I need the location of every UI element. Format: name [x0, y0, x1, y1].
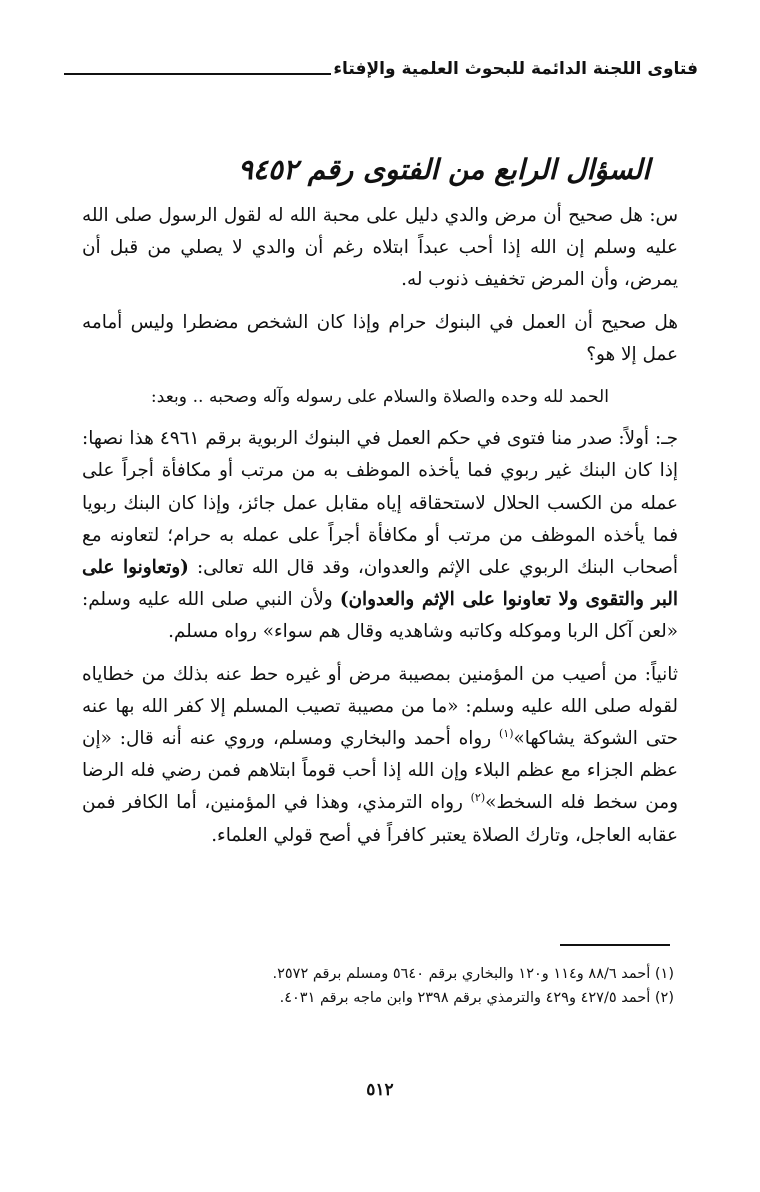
answer-second-paragraph — [82, 659, 678, 852]
answer-first-text-b: ولأن النبي صلى الله عليه وسلم: «لعن آكل الربا وموكله وكاتبه وشاهديه وقال هم سواء» رواه مسلم. — [82, 589, 678, 643]
question-heading: السؤال الرابع من الفتوى رقم ٩٤٥٢ — [237, 153, 650, 186]
footnote-marker-2[interactable]: (٢) — [470, 791, 486, 805]
footnote-marker-1[interactable]: (١) — [498, 726, 514, 740]
running-header — [64, 58, 698, 80]
answer-second-text-c: رواه الترمذي، وهذا في المؤمنين، أما الكافر فمن عقابه العاجل، وتارك الصلاة يعتبر كافراً في أصح قولي العلماء. — [82, 792, 678, 846]
quran-verse: (وتعاونوا على البر والتقوى ولا تعاونوا على الإثم والعدوان) — [82, 557, 678, 611]
header-title: فتاوى اللجنة الدائمة للبحوث العلمية والإفتاء — [333, 59, 698, 79]
answer-first-text-a: جـ: أولاً: صدر منا فتوى في حكم العمل في البنوك الربوية برقم ٤٩٦١ هذا نصها: إذا كان البنك غير ربوي فما يأخذه الموظف به من مرتب أو مكافأة أجراً على عمله من الكسب الحلال لاستحقاقه إياه مقابل عمل جائز، وإذا كان البنك ربويا فما يأخذه الموظف من مرتب أو مكافأة أجراً على عمله به حرام؛ لتعاونه مع أصحاب البنك الربوي على الإثم والعدوان، وقد قال الله تعالى: — [82, 428, 679, 579]
main-text — [82, 200, 678, 862]
footnote-1: (١) أحمد ٨٨/٦ و١١٤ و١٢٠ والبخاري برقم ٥٦٤٠ ومسلم برقم ٢٥٧٢. — [272, 966, 674, 982]
header-rule — [64, 73, 331, 75]
question-paragraph-1: س: هل صحيح أن مرض والدي دليل على محبة الله له لقول الرسول صلى الله عليه وسلم إن الله إذا أحب عبداً ابتلاه رغم أن والدي لا يصلي من قبل أن يمرض، وأن المرض تخفيف ذنوب له. — [82, 205, 678, 291]
answer-second-text-b: رواه أحمد والبخاري ومسلم، وروي عنه أنه قال: «إن عظم الجزاء مع عظم البلاء وإن الله إذا أحب قوماً ابتلاهم فمن رضي فله الرضا ومن سخط فله السخط» — [82, 728, 679, 814]
footnote-2: (٢) أحمد ٤٢٧/٥ و٤٢٩ والترمذي برقم ٢٣٩٨ وابن ماجه برقم ٤٠٣١. — [279, 990, 674, 1006]
question-paragraph-2: هل صحيح أن العمل في البنوك حرام وإذا كان الشخص مضطرا وليس أمامه عمل إلا هو؟ — [82, 311, 678, 365]
answer-second-text-a: ثانياً: من أصيب من المؤمنين بمصيبة مرض أو غيره حط عنه بذلك من خطاياه لقوله صلى الله عليه وسلم: «ما من مصيبة تصيب المسلم إلا كفر الله بها عنه حتى الشوكة يشاكها» — [82, 663, 678, 750]
page-number: ٥١٢ — [366, 1080, 394, 1100]
footnotes — [84, 962, 674, 1010]
answer-opening: الحمد لله وحده والصلاة والسلام على رسوله وآله وصحبه .. وبعد: — [150, 387, 610, 408]
footnote-separator — [560, 944, 670, 946]
answer-first-paragraph — [82, 423, 678, 648]
